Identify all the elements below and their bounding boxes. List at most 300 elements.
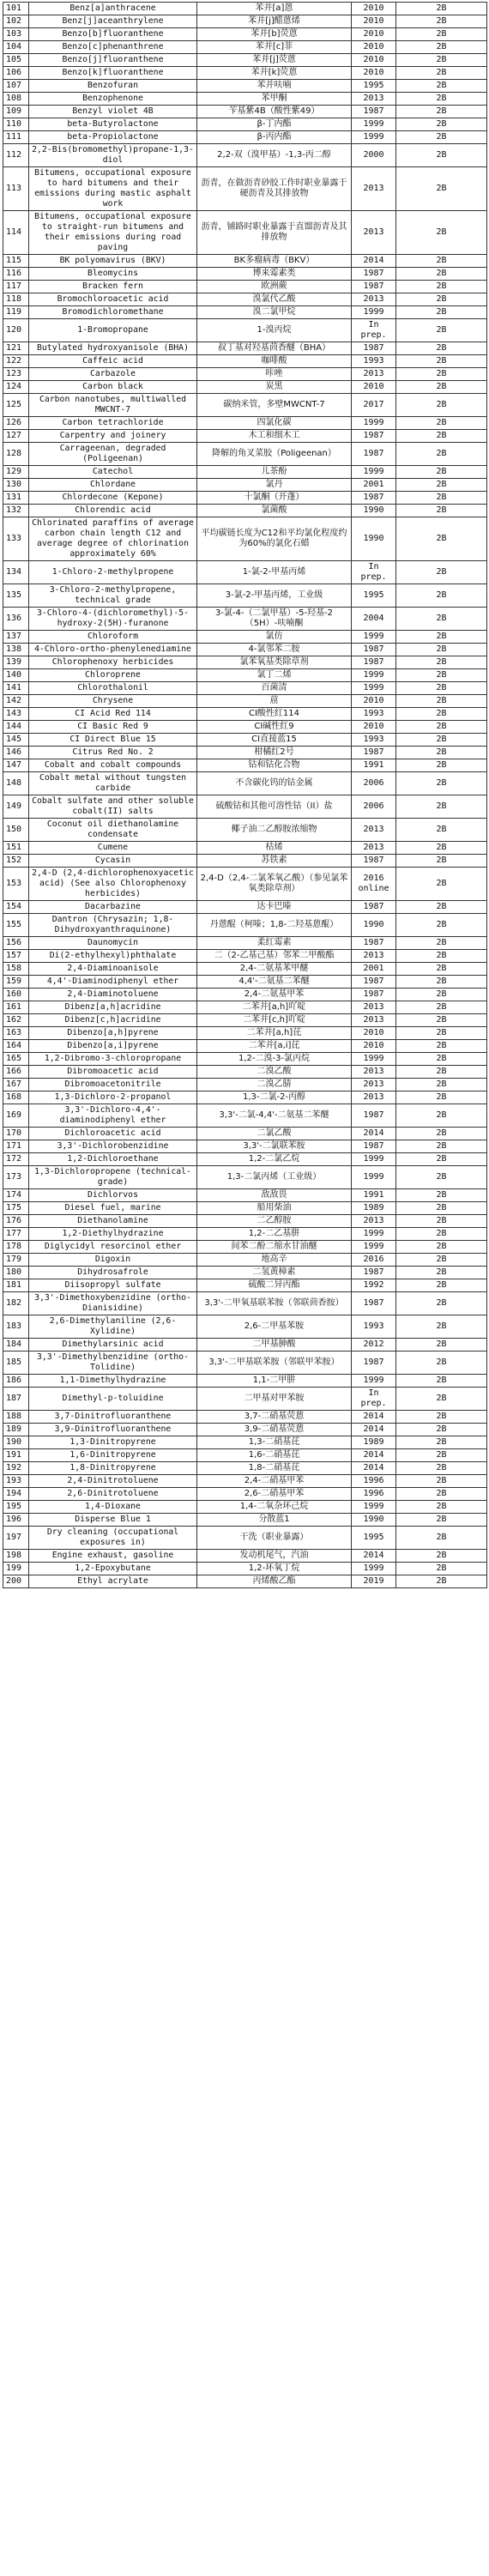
iarc-group: 2B — [396, 1228, 487, 1241]
table-row — [3, 608, 487, 631]
agent-name-zh: 2,6-二硝基甲苯 — [197, 1488, 352, 1501]
table-row — [3, 1241, 487, 1254]
row-number: 200 — [3, 1575, 29, 1588]
agent-name-zh: 碳纳米管，多壁MWCNT-7 — [197, 394, 352, 417]
evaluation-year: 2010 — [352, 695, 396, 708]
table-row — [3, 1411, 487, 1424]
agent-name-en: Digoxin — [29, 1254, 197, 1267]
table-row — [3, 293, 487, 306]
table-row — [3, 1514, 487, 1527]
table-row — [3, 492, 487, 505]
iarc-group: 2B — [396, 1388, 487, 1411]
table-row — [3, 355, 487, 368]
agent-name-en: CI Acid Red 114 — [29, 708, 197, 721]
row-number: 169 — [3, 1104, 29, 1128]
row-number: 197 — [3, 1527, 29, 1550]
evaluation-year: 2013 — [352, 1014, 396, 1027]
iarc-group: 2B — [396, 1053, 487, 1066]
evaluation-year: 1999 — [352, 1228, 396, 1241]
table-row — [3, 695, 487, 708]
agent-name-en: 1,2-Dichloroethane — [29, 1153, 197, 1166]
iarc-group: 2B — [396, 1128, 487, 1140]
agent-name-en: 1,8-Dinitropyrene — [29, 1462, 197, 1475]
iarc-group: 2B — [396, 41, 487, 54]
row-number: 109 — [3, 106, 29, 118]
table-row — [3, 368, 487, 381]
iarc-group: 2B — [396, 505, 487, 517]
agent-name-en: Caffeic acid — [29, 355, 197, 368]
agent-name-zh: 1,6-二硝基芘 — [197, 1449, 352, 1462]
evaluation-year: 1999 — [352, 1375, 396, 1388]
row-number: 113 — [3, 167, 29, 211]
row-number: 182 — [3, 1292, 29, 1315]
row-number: 121 — [3, 342, 29, 355]
table-row — [3, 914, 487, 937]
iarc-group: 2B — [396, 772, 487, 795]
row-number: 125 — [3, 394, 29, 417]
iarc-group: 2B — [396, 306, 487, 319]
table-row — [3, 759, 487, 772]
evaluation-year: 1987 — [352, 268, 396, 281]
evaluation-year: 2016 — [352, 1254, 396, 1267]
agent-name-zh: 氯菌酸 — [197, 505, 352, 517]
evaluation-year: 1999 — [352, 417, 396, 430]
agent-name-en: 2,4-D (2,4-dichlorophenoxyacetic acid) (See also Chlorophenoxy herbicides) — [29, 868, 197, 901]
agent-name-en: CI Basic Red 9 — [29, 721, 197, 734]
row-number: 148 — [3, 772, 29, 795]
row-number: 198 — [3, 1550, 29, 1563]
agent-name-zh: 咖啡酸 — [197, 355, 352, 368]
iarc-group: 2B — [396, 1550, 487, 1563]
evaluation-year: 1999 — [352, 1501, 396, 1514]
table-row — [3, 937, 487, 950]
row-number: 126 — [3, 417, 29, 430]
row-number: 105 — [3, 54, 29, 67]
row-number: 184 — [3, 1339, 29, 1351]
iarc-group: 2B — [396, 1001, 487, 1014]
iarc-group: 2B — [396, 368, 487, 381]
row-number: 149 — [3, 795, 29, 819]
iarc-group: 2B — [396, 492, 487, 505]
table-row — [3, 381, 487, 394]
evaluation-year: 1990 — [352, 505, 396, 517]
agent-name-en: Dichlorvos — [29, 1189, 197, 1202]
iarc-group: 2B — [396, 1267, 487, 1279]
evaluation-year: 2001 — [352, 479, 396, 492]
table-row — [3, 80, 487, 93]
evaluation-year: 1995 — [352, 80, 396, 93]
agent-name-zh: 1-氯-2-甲基丙烯 — [197, 561, 352, 584]
row-number: 163 — [3, 1027, 29, 1040]
agent-name-zh: 钴和钴化合物 — [197, 759, 352, 772]
agent-name-en: Engine exhaust, gasoline — [29, 1550, 197, 1563]
row-number: 144 — [3, 721, 29, 734]
agent-name-zh: 苯并[c]菲 — [197, 41, 352, 54]
agent-name-en: Carbon nanotubes, multiwalled MWCNT-7 — [29, 394, 197, 417]
iarc-group: 2B — [396, 80, 487, 93]
iarc-group: 2B — [396, 517, 487, 561]
agent-name-zh: 苯并[b]荧蒽 — [197, 28, 352, 41]
row-number: 107 — [3, 80, 29, 93]
row-number: 193 — [3, 1475, 29, 1488]
row-number: 114 — [3, 211, 29, 255]
table-row — [3, 1228, 487, 1241]
row-number: 123 — [3, 368, 29, 381]
evaluation-year: 2010 — [352, 1040, 396, 1053]
iarc-group: 2B — [396, 211, 487, 255]
table-row — [3, 1202, 487, 1215]
agent-name-en: Dibenzo[a,h]pyrene — [29, 1027, 197, 1040]
table-row — [3, 631, 487, 644]
iarc-group: 2B — [396, 963, 487, 976]
evaluation-year: 2014 — [352, 255, 396, 268]
row-number: 122 — [3, 355, 29, 368]
table-row — [3, 255, 487, 268]
agent-name-zh: β-丁内酯 — [197, 118, 352, 131]
agent-name-en: Dibromoacetonitrile — [29, 1079, 197, 1091]
iarc-group: 2B — [396, 118, 487, 131]
row-number: 134 — [3, 561, 29, 584]
evaluation-year: 1999 — [352, 1053, 396, 1066]
iarc-group: 2B — [396, 656, 487, 669]
agent-name-en: 1,1-Dimethylhydrazine — [29, 1375, 197, 1388]
table-row — [3, 268, 487, 281]
table-row — [3, 3, 487, 15]
iarc-group: 2B — [396, 1375, 487, 1388]
agent-name-en: Carpentry and joinery — [29, 430, 197, 443]
agent-name-zh: 3,3'-二甲基联苯胺（邻联甲苯胺） — [197, 1351, 352, 1375]
agent-name-zh: 博来霉素类 — [197, 268, 352, 281]
iarc-group: 2B — [396, 1153, 487, 1166]
table-row — [3, 1462, 487, 1475]
row-number: 177 — [3, 1228, 29, 1241]
agent-name-zh: 敌敌畏 — [197, 1189, 352, 1202]
iarc-group: 2B — [396, 1501, 487, 1514]
table-row — [3, 1339, 487, 1351]
agent-name-en: Bromochloroacetic acid — [29, 293, 197, 306]
evaluation-year: 1987 — [352, 342, 396, 355]
table-row — [3, 842, 487, 855]
iarc-group: 2B — [396, 1140, 487, 1153]
iarc-group: 2B — [396, 281, 487, 293]
iarc-group: 2B — [396, 466, 487, 479]
row-number: 152 — [3, 855, 29, 868]
evaluation-year: 2010 — [352, 381, 396, 394]
agent-name-zh: 1,4-二氧杂环己烷 — [197, 1501, 352, 1514]
agent-name-en: Chrysene — [29, 695, 197, 708]
table-row — [3, 28, 487, 41]
agent-name-en: 2,4-Diaminotoluene — [29, 989, 197, 1001]
row-number: 186 — [3, 1375, 29, 1388]
table-row — [3, 1436, 487, 1449]
iarc-group: 2B — [396, 1292, 487, 1315]
evaluation-year: 2014 — [352, 1411, 396, 1424]
agent-name-zh: 平均碳链长度为C12和平均氯化程度约为60%的氯化石蜡 — [197, 517, 352, 561]
table-row — [3, 1166, 487, 1189]
iarc-group: 2B — [396, 1488, 487, 1501]
agent-name-en: Citrus Red No. 2 — [29, 747, 197, 759]
agent-name-zh: 柔红霉素 — [197, 937, 352, 950]
agent-name-zh: 2,2-双（溴甲基）-1,3-丙二醇 — [197, 144, 352, 167]
row-number: 124 — [3, 381, 29, 394]
agent-name-zh: 丹蒽醌（柯嗪；1,8-二羟基蒽醌） — [197, 914, 352, 937]
agent-name-en: Carbon tetrachloride — [29, 417, 197, 430]
agent-name-en: Dibromoacetic acid — [29, 1066, 197, 1079]
row-number: 129 — [3, 466, 29, 479]
agent-name-zh: 二甲基对甲苯胺 — [197, 1388, 352, 1411]
row-number: 139 — [3, 656, 29, 669]
iarc-group: 2B — [396, 1449, 487, 1462]
iarc-group: 2B — [396, 1241, 487, 1254]
agent-name-zh: 二苯并[a,h]吖啶 — [197, 1001, 352, 1014]
evaluation-year: 1999 — [352, 631, 396, 644]
row-number: 117 — [3, 281, 29, 293]
evaluation-year: 2010 — [352, 721, 396, 734]
iarc-group: 2B — [396, 937, 487, 950]
table-row — [3, 747, 487, 759]
table-row — [3, 1153, 487, 1166]
agent-name-en: Chloroform — [29, 631, 197, 644]
agent-name-zh: 氯丹 — [197, 479, 352, 492]
agent-name-zh: 二氯乙酸 — [197, 1128, 352, 1140]
agent-name-en: Bitumens, occupational exposure to hard bitumens and their emissions during mastic asphalt work — [29, 167, 197, 211]
row-number: 128 — [3, 443, 29, 466]
agent-name-zh: 二甲基胂酸 — [197, 1339, 352, 1351]
agent-name-en: Dibenzo[a,i]pyrene — [29, 1040, 197, 1053]
agent-name-en: Dimethyl-p-toluidine — [29, 1388, 197, 1411]
agent-name-zh: 苯并[a]蒽 — [197, 3, 352, 15]
agent-name-zh: 1,3-二硝基芘 — [197, 1436, 352, 1449]
row-number: 160 — [3, 989, 29, 1001]
agent-name-en: 1,4-Dioxane — [29, 1501, 197, 1514]
table-row — [3, 342, 487, 355]
row-number: 175 — [3, 1202, 29, 1215]
table-row — [3, 1091, 487, 1104]
table-row — [3, 479, 487, 492]
agent-name-en: 3,3'-Dimethylbenzidine (ortho-Tolidine) — [29, 1351, 197, 1375]
agent-name-en: Daunomycin — [29, 937, 197, 950]
table-row — [3, 1424, 487, 1436]
row-number: 154 — [3, 901, 29, 914]
row-number: 146 — [3, 747, 29, 759]
row-number: 167 — [3, 1079, 29, 1091]
evaluation-year: 1999 — [352, 1153, 396, 1166]
row-number: 162 — [3, 1014, 29, 1027]
agent-name-en: Carbon black — [29, 381, 197, 394]
agent-name-en: Dantron (Chrysazin; 1,8-Dihydroxyanthraquinone) — [29, 914, 197, 937]
agent-name-zh: 儿茶酚 — [197, 466, 352, 479]
evaluation-year: 2013 — [352, 1079, 396, 1091]
agent-name-en: Chloroprene — [29, 669, 197, 682]
agent-name-en: 2,4-Diaminoanisole — [29, 963, 197, 976]
agent-name-en: Disperse Blue 1 — [29, 1514, 197, 1527]
iarc-group: 2B — [396, 855, 487, 868]
table-row — [3, 1501, 487, 1514]
agent-name-en: 1,2-Epoxybutane — [29, 1563, 197, 1575]
iarc-group: 2B — [396, 901, 487, 914]
row-number: 140 — [3, 669, 29, 682]
agent-name-zh: 地高辛 — [197, 1254, 352, 1267]
evaluation-year: 1987 — [352, 492, 396, 505]
row-number: 157 — [3, 950, 29, 963]
row-number: 110 — [3, 118, 29, 131]
agent-name-zh: 氯苯氧基类除草剂 — [197, 656, 352, 669]
iarc-group: 2B — [396, 1091, 487, 1104]
row-number: 112 — [3, 144, 29, 167]
agent-name-zh: 1,1-二甲肼 — [197, 1375, 352, 1388]
evaluation-year: 1987 — [352, 1292, 396, 1315]
row-number: 101 — [3, 3, 29, 15]
table-row — [3, 734, 487, 747]
row-number: 103 — [3, 28, 29, 41]
agent-name-en: 1,3-Dichloro-2-propanol — [29, 1091, 197, 1104]
agent-name-zh: BK多瘤病毒（BKV） — [197, 255, 352, 268]
iarc-group: 2B — [396, 15, 487, 28]
table-row — [3, 144, 487, 167]
row-number: 176 — [3, 1215, 29, 1228]
evaluation-year: 2010 — [352, 3, 396, 15]
agent-name-zh: 干洗（职业暴露） — [197, 1527, 352, 1550]
agent-name-zh: 发动机尾气，汽油 — [197, 1550, 352, 1563]
iarc-group: 2B — [396, 1215, 487, 1228]
agent-name-en: Dry cleaning (occupational exposures in) — [29, 1527, 197, 1550]
agent-name-en: Benzo[b]fluoranthene — [29, 28, 197, 41]
evaluation-year: 2013 — [352, 211, 396, 255]
iarc-group: 2B — [396, 1279, 487, 1292]
agent-name-en: Chlorophenoxy herbicides — [29, 656, 197, 669]
agent-name-zh: 2,4-二氨基苯甲醚 — [197, 963, 352, 976]
iarc-group: 2B — [396, 608, 487, 631]
iarc-group: 2B — [396, 93, 487, 106]
evaluation-year: 1987 — [352, 747, 396, 759]
carcinogen-table — [3, 2, 487, 1588]
table-row — [3, 443, 487, 466]
agent-name-zh: 叔丁基对羟基茴香醚（BHA） — [197, 342, 352, 355]
row-number: 104 — [3, 41, 29, 54]
table-row — [3, 41, 487, 54]
agent-name-zh: CI直接蓝15 — [197, 734, 352, 747]
evaluation-year: 1987 — [352, 430, 396, 443]
evaluation-year: 1993 — [352, 355, 396, 368]
evaluation-year: 1987 — [352, 976, 396, 989]
iarc-group: 2B — [396, 430, 487, 443]
evaluation-year: 2013 — [352, 1091, 396, 1104]
evaluation-year: 1999 — [352, 306, 396, 319]
row-number: 195 — [3, 1501, 29, 1514]
iarc-group: 2B — [396, 584, 487, 608]
row-number: 190 — [3, 1436, 29, 1449]
evaluation-year: 1996 — [352, 1488, 396, 1501]
agent-name-en: Dimethylarsinic acid — [29, 1339, 197, 1351]
evaluation-year: 1991 — [352, 1189, 396, 1202]
agent-name-en: Benzo[k]fluoranthene — [29, 67, 197, 80]
table-row — [3, 1449, 487, 1462]
agent-name-en: Cobalt and cobalt compounds — [29, 759, 197, 772]
iarc-group: 2B — [396, 1040, 487, 1053]
row-number: 196 — [3, 1514, 29, 1527]
row-number: 108 — [3, 93, 29, 106]
evaluation-year: 2004 — [352, 608, 396, 631]
evaluation-year: 1992 — [352, 1279, 396, 1292]
table-row — [3, 1001, 487, 1014]
table-row — [3, 1375, 487, 1388]
table-row — [3, 466, 487, 479]
table-row — [3, 394, 487, 417]
agent-name-en: 1-Chloro-2-methylpropene — [29, 561, 197, 584]
agent-name-zh: 3,7-二硝基荧蒽 — [197, 1411, 352, 1424]
row-number: 138 — [3, 644, 29, 656]
iarc-group: 2B — [396, 708, 487, 721]
agent-name-en: Cycasin — [29, 855, 197, 868]
table-row — [3, 1140, 487, 1153]
agent-name-zh: 1,2-二氯乙烷 — [197, 1153, 352, 1166]
agent-name-zh: 二溴乙腈 — [197, 1079, 352, 1091]
table-row — [3, 1388, 487, 1411]
row-number: 172 — [3, 1153, 29, 1166]
iarc-group: 2B — [396, 1514, 487, 1527]
iarc-group: 2B — [396, 868, 487, 901]
evaluation-year: 2017 — [352, 394, 396, 417]
iarc-group: 2B — [396, 682, 487, 695]
evaluation-year: 2010 — [352, 67, 396, 80]
evaluation-year: 2001 — [352, 963, 396, 976]
agent-name-zh: 沥青，在做沥青砂胶工作时职业暴露于硬沥青及其排放物 — [197, 167, 352, 211]
iarc-group: 2B — [396, 631, 487, 644]
row-number: 120 — [3, 319, 29, 342]
agent-name-zh: 欧洲蕨 — [197, 281, 352, 293]
table-row — [3, 1563, 487, 1575]
iarc-group: 2B — [396, 144, 487, 167]
table-row — [3, 772, 487, 795]
evaluation-year: 1987 — [352, 989, 396, 1001]
table-row — [3, 1550, 487, 1563]
iarc-group: 2B — [396, 669, 487, 682]
agent-name-zh: 溴氯代乙酸 — [197, 293, 352, 306]
table-row — [3, 417, 487, 430]
agent-name-en: 4,4'-Diaminodiphenyl ether — [29, 976, 197, 989]
agent-name-zh: 苯并[j]醋蒽烯 — [197, 15, 352, 28]
row-number: 127 — [3, 430, 29, 443]
row-number: 174 — [3, 1189, 29, 1202]
row-number: 106 — [3, 67, 29, 80]
row-number: 153 — [3, 868, 29, 901]
agent-name-zh: 硫酸二异丙酯 — [197, 1279, 352, 1292]
agent-name-zh: 苯并[k]荧蒽 — [197, 67, 352, 80]
iarc-group: 2B — [396, 842, 487, 855]
iarc-group: 2B — [396, 1527, 487, 1550]
table-row — [3, 505, 487, 517]
iarc-group: 2B — [396, 1411, 487, 1424]
agent-name-zh: 二（2-乙基己基）邻苯二甲酸酯 — [197, 950, 352, 963]
table-row — [3, 1189, 487, 1202]
agent-name-zh: 四氯化碳 — [197, 417, 352, 430]
agent-name-zh: 船用柴油 — [197, 1202, 352, 1215]
iarc-group: 2B — [396, 54, 487, 67]
row-number: 178 — [3, 1241, 29, 1254]
row-number: 133 — [3, 517, 29, 561]
iarc-group: 2B — [396, 1575, 487, 1588]
agent-name-zh: 间苯二酚二缩水甘油醚 — [197, 1241, 352, 1254]
iarc-group: 2B — [396, 561, 487, 584]
agent-name-zh: 1,2-环氧丁烷 — [197, 1563, 352, 1575]
evaluation-year: 1999 — [352, 466, 396, 479]
agent-name-zh: 炭黑 — [197, 381, 352, 394]
row-number: 116 — [3, 268, 29, 281]
iarc-group: 2B — [396, 721, 487, 734]
agent-name-en: Coconut oil diethanolamine condensate — [29, 819, 197, 842]
evaluation-year: 1990 — [352, 1514, 396, 1527]
agent-name-en: CI Direct Blue 15 — [29, 734, 197, 747]
